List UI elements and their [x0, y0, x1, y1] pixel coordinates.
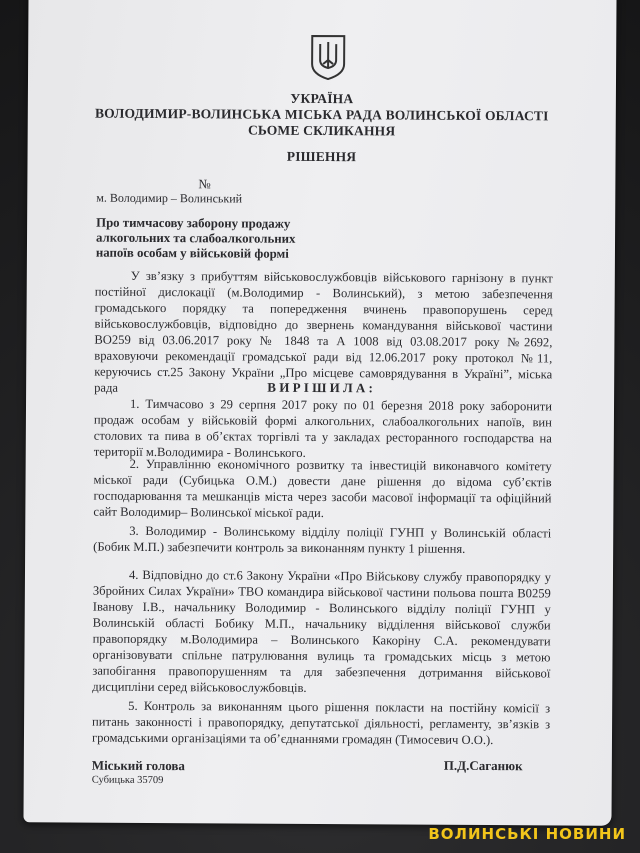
- title-line: напоїв особам у військовій формі: [95, 245, 289, 261]
- watermark-logo: ВОЛИНСЬКІ НОВИНИ: [428, 825, 626, 843]
- item-4: 4. Відповідно до ст.6 Закону України «Про Військову службу правопорядку у Збройних Силах України» ТВО командира військової частини польова пошта В0259 Іванову І.В., начальнику Володимир - Волинського відділу поліції ГУНП у Волинській області Бобику М.П., начальнику відділення військової служби правопорядку м.Володимира – Волинського Какоріну С.А. рекомендувати організовувати спільне патрулювання вулиць та громадських місць з метою запобігання правопорушенням та для забезпечення дотримання військової дисципліни серед військовослужбовців.: [92, 567, 552, 695]
- preamble-paragraph: У зв’язку з прибуттям військовослужбовців військового гарнізону в пункт постійної дислокації (м.Володимир - Волинський), з метою забезпечення громадського порядку та попередження вчинень правопорушень серед військовослужбовців, відповідно до звернень командування військової частини ВО259 від 03.06.2017 року № 1848 та А 1008 від 03.08.2017 року №2692, враховуючи рекомендації громадської ради від 12.06.2017 року протокол №11, керуючись ст.25 Закону України „Про місцеве самоврядування в Україні”, міська рада: [94, 268, 553, 395]
- document-page: [23, 0, 616, 826]
- title-line: алкогольних та слабоалкогольних: [95, 230, 296, 246]
- coat-of-arms-icon: [310, 34, 346, 80]
- signature-name: П.Д.Саганюк: [443, 757, 523, 774]
- document-number: №: [198, 176, 211, 192]
- item-3: 3. Володимир - Волинському відділу поліції ГУНП у Волинській області (Бобик М.П.) забезпечити контроль за виконанням пункту 1 рішення.: [93, 523, 552, 556]
- city-line: м. Володимир – Волинський: [96, 190, 243, 206]
- item-1: 1. Тимчасово з 29 серпня 2017 року по 01 березня 2018 року заборонити продаж особам у військовій формі алкогольних, слабоалкогольних напоїв, вин столових та пива в об’єктах торгівлі та у закладах ресторанного господарства на території м.Володимира - Волинського.: [93, 396, 553, 460]
- item-2: 2. Управлінню економічного розвитку та інвестицій виконавчого комітету міської ради (Субицька О.М.) довести дане рішення до відома суб’єктів господарювання та мешканців міста через засоби масової інформації та офіційний сайт Володимир– Волинської міської ради.: [93, 456, 552, 521]
- executor-note: Субицька 35709: [91, 774, 164, 787]
- council-heading: ВОЛОДИМИР-ВОЛИНСЬКА МІСЬКА РАДА ВОЛИНСЬКОЇ ОБЛАСТІ: [94, 105, 549, 124]
- resolved-heading: В И Р І Ш И Л А :: [267, 379, 373, 396]
- convocation-heading: СЬОМЕ СКЛИКАННЯ: [247, 122, 396, 139]
- title-line: Про тимчасову заборону продажу: [96, 215, 291, 231]
- signature-position: Міський голова: [91, 757, 186, 774]
- item-5: 5. Контроль за виконанням цього рішення покласти на постійну комісії з питань законності і правопорядку, депутатської діяльності, регламенту, зв’язків з громадськими організаціями та об’єднаннями громадян (Тимосевич О.О.).: [91, 698, 551, 748]
- document-type-heading: РІШЕННЯ: [286, 148, 357, 165]
- country-heading: УКРАЇНА: [290, 90, 354, 107]
- document-title: [96, 216, 296, 262]
